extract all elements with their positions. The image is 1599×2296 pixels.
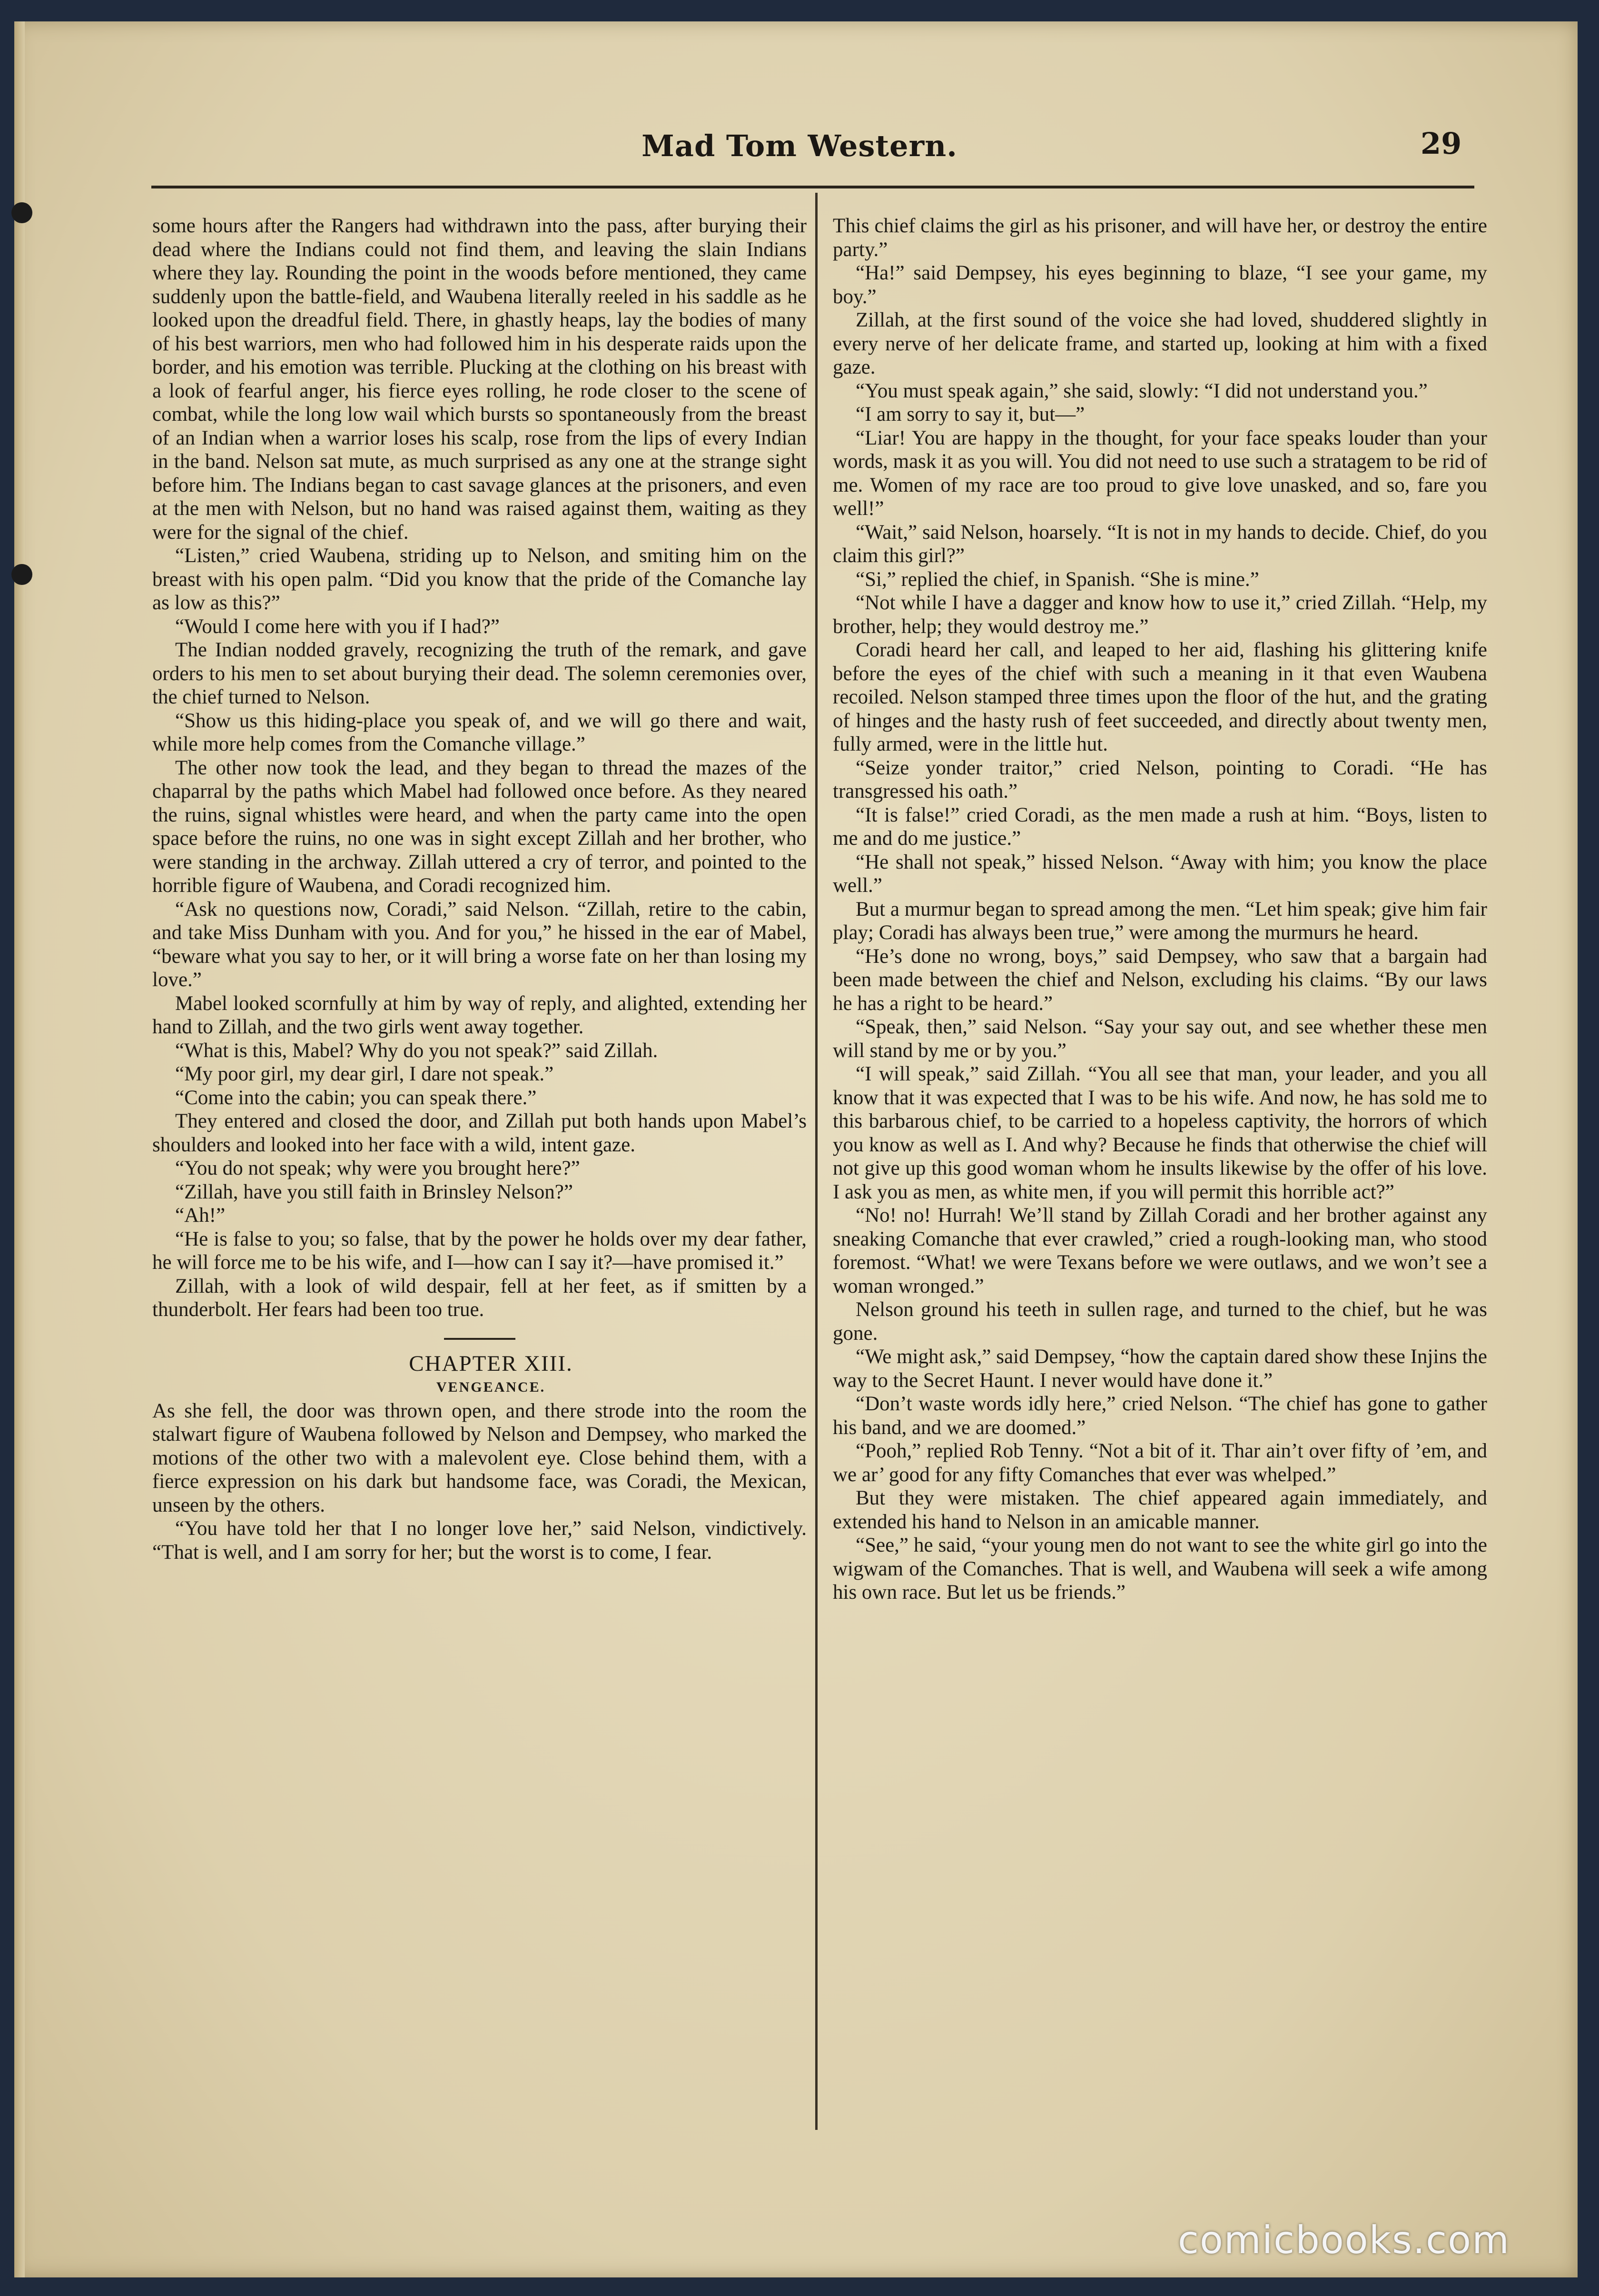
paragraph: The other now took the lead, and they began to thread the mazes of the chaparral by the paths which Mabel had followed once before. As they neared the ruins, signal whistles were heard, and when the party came into the open space before the ruins, no one was in sight except Zillah and her brother, who were standing in the archway. Zillah uttered a cry of terror, and pointed to the horrible figure of Waubena, and Coradi recognized him. bbox=[152, 756, 807, 897]
paragraph: “He shall not speak,” hissed Nelson. “Away with him; you know the place well.” bbox=[833, 851, 1487, 897]
watermark-logo: comicbooks.com bbox=[1178, 2218, 1510, 2262]
paragraph: “Pooh,” replied Rob Tenny. “Not a bit of it. Thar ain’t over fifty of ’em, and we ar’ good for any fifty Comanches that ever was whelped.” bbox=[833, 1440, 1487, 1486]
chapter-break-rule bbox=[444, 1338, 515, 1340]
paragraph: “Not while I have a dagger and know how to use it,” cried Zillah. “Help, my brother, help; they would destroy me.” bbox=[833, 592, 1487, 638]
paragraph: “He’s done no wrong, boys,” said Dempsey, who saw that a bargain had been made between the chief and Nelson, excluding his claims. “By our laws he has a right to be heard.” bbox=[833, 945, 1487, 1015]
paragraph: “Show us this hiding-place you speak of, and we will go there and wait, while more help comes from the Comanche village.” bbox=[152, 709, 807, 755]
paragraph: “Ha!” said Dempsey, his eyes beginning to blaze, “I see your game, my boy.” bbox=[833, 262, 1487, 308]
chapter-paragraphs bbox=[152, 1399, 807, 1564]
header-rule bbox=[151, 186, 1474, 188]
paragraph: “My poor girl, my dear girl, I dare not speak.” bbox=[175, 1063, 554, 1085]
right-column bbox=[833, 214, 1487, 1604]
paragraph: But they were mistaken. The chief appeared again immediately, and extended his hand to Nelson in an amicable manner. bbox=[833, 1487, 1487, 1533]
paragraph: “I am sorry to say it, but—” bbox=[856, 403, 1085, 426]
chapter-subtitle: VENGEANCE. bbox=[436, 1379, 546, 1395]
paragraph: “You have told her that I no longer love her,” said Nelson, vindictively. “That is well, and I am sorry for her; but the worst is to come, I fear. bbox=[152, 1517, 807, 1564]
paragraph: “No! no! Hurrah! We’ll stand by Zillah Coradi and her brother against any sneaking Comanche that ever crawled,” cried a rough-looking man, who stood foremost. “What! we were Texans before we were outlaws, and we won’t see a woman wronged.” bbox=[833, 1204, 1487, 1297]
page-spine bbox=[14, 21, 25, 2277]
paragraph: “Wait,” said Nelson, hoarsely. “It is not in my hands to decide. Chief, do you claim this girl?” bbox=[833, 521, 1487, 567]
paragraph: “You must speak again,” she said, slowly: “I did not understand you.” bbox=[856, 379, 1428, 402]
binding-hole-middle bbox=[11, 564, 32, 585]
paragraph: “Ah!” bbox=[175, 1204, 226, 1227]
paragraph: “I will speak,” said Zillah. “You all see that man, your leader, and you all know that it was expected that I was to be his wife. And now, he has sold me to this barbarous chief, to be carried to a hopeless captivity, the horrors of which you know as well as I. And why? Because he finds that otherwise the chief will not give up this good woman whom he insults likewise by the offer of his love. I ask you as men, as white men, if you will permit this horrible act?” bbox=[833, 1063, 1487, 1203]
paragraph: “Don’t waste words idly here,” cried Nelson. “The chief has gone to gather his band, and we are doomed.” bbox=[833, 1393, 1487, 1439]
right-column-paragraphs bbox=[833, 214, 1487, 1604]
column-divider bbox=[815, 193, 818, 2130]
left-column bbox=[152, 214, 807, 1564]
binding-hole-top bbox=[11, 202, 32, 223]
paragraph: “Ask no questions now, Coradi,” said Nelson. “Zillah, retire to the cabin, and take Miss Dunham with you. And for you,” he hissed in the ear of Mabel, “beware what you say to her, or it will bring a worse fate on her than losing my love.” bbox=[152, 898, 807, 991]
paragraph: some hours after the Rangers had withdrawn into the pass, after burying their dead where the Indians could not find them, and leaving the slain Indians where they lay. Rounding the point in the woods before mentioned, they came suddenly upon the battle-field, and Waubena literally reeled in his saddle as he looked upon the dreadful field. There, in ghastly heaps, lay the bodies of many of his best warriors, men who had followed him in his desperate raids upon the border, and his emotion was terrible. Plucking at the clothing on his breast with a look of fearful anger, his fierce eyes rolling, he rode closer to the scene of combat, while the long low wail which bursts so spontaneously from the breast of an Indian when a warrior loses his scalp, rose from the lips of every Indian in the band. Nelson sat mute, as much surprised as any one at the strange sight before him. The Indians began to cast savage glances at the prisoners, and even at the men with Nelson, but no hand was raised against them, waiting as they were for the signal of the chief. bbox=[152, 215, 807, 544]
paragraph: “Speak, then,” said Nelson. “Say your say out, and see whether these men will stand by me or by you.” bbox=[833, 1016, 1487, 1062]
paragraph: “We might ask,” said Dempsey, “how the captain dared show these Injins the way to the Secret Haunt. I never would have done it.” bbox=[833, 1346, 1487, 1392]
paragraph: “Liar! You are happy in the thought, for your face speaks louder than your words, mask it as you will. You did not need to use such a stratagem to be rid of me. Women of my race are too proud to give love unasked, and so, fare you well!” bbox=[833, 426, 1487, 520]
paragraph: “See,” he said, “your young men do not want to see the white girl go into the wigwam of the Comanches. That is well, and Waubena will seek a wife among his own race. But let us be friends.” bbox=[833, 1534, 1487, 1603]
paragraph: Mabel looked scornfully at him by way of reply, and alighted, extending her hand to Zillah, and the two girls went away together. bbox=[152, 992, 807, 1038]
paragraph: Zillah, at the first sound of the voice she had loved, shuddered slightly in every nerve of her delicate frame, and started up, looking at him with a fixed gaze. bbox=[833, 309, 1487, 378]
paragraph: “What is this, Mabel? Why do you not speak?” said Zillah. bbox=[175, 1039, 658, 1062]
paragraph: “Come into the cabin; you can speak there.” bbox=[175, 1086, 537, 1109]
paragraph: As she fell, the door was thrown open, and there strode into the room the stalwart figure of Waubena followed by Nelson and Dempsey, who marked the motions of the other two with a malevolent eye. Close behind them, with a fierce expression on his dark but handsome face, was Coradi, the Mexican, unseen by the others. bbox=[152, 1399, 807, 1516]
paragraph: “He is false to you; so false, that by the power he holds over my dear father, he will force me to be his wife, and I—how can I say it?—have promised it.” bbox=[152, 1227, 807, 1274]
paragraph: This chief claims the girl as his prisoner, and will have her, or destroy the entire party.” bbox=[833, 215, 1487, 261]
paragraph: Coradi heard her call, and leaped to her aid, flashing his glittering knife before the eyes of the chief with such a meaning in it that even Waubena recoiled. Nelson stamped three times upon the floor of the hut, and the grating of hinges and the hasty rush of feet succeeded, and directly about twenty men, fully armed, were in the little hut. bbox=[833, 639, 1487, 755]
paragraph: The Indian nodded gravely, recognizing the truth of the remark, and gave orders to his men to set about burying their dead. The solemn ceremonies over, the chief turned to Nelson. bbox=[152, 639, 807, 708]
paragraph: “Would I come here with you if I had?” bbox=[175, 615, 500, 638]
left-column-paragraphs bbox=[152, 214, 807, 1322]
paragraph: “Listen,” cried Waubena, striding up to Nelson, and smiting him on the breast with his open palm. “Did you know that the pride of the Comanche lay as low as this?” bbox=[152, 544, 807, 614]
paragraph: “It is false!” cried Coradi, as the men made a rush at him. “Boys, listen to me and do me justice.” bbox=[833, 803, 1487, 850]
chapter-heading: CHAPTER XIII. bbox=[409, 1351, 573, 1376]
running-header-title: Mad Tom Western. bbox=[642, 129, 957, 163]
page-number: 29 bbox=[1421, 126, 1462, 161]
paragraph: “Seize yonder traitor,” cried Nelson, pointing to Coradi. “He has transgressed his oath.” bbox=[833, 756, 1487, 802]
paragraph: Zillah, with a look of wild despair, fell at her feet, as if smitten by a thunderbolt. Her fears had been too true. bbox=[152, 1275, 807, 1321]
paragraph: “Si,” replied the chief, in Spanish. “She is mine.” bbox=[856, 568, 1259, 591]
paragraph: But a murmur began to spread among the men. “Let him speak; give him fair play; Coradi has always been true,” were among the murmurs he heard. bbox=[833, 898, 1487, 944]
paragraph: “Zillah, have you still faith in Brinsley Nelson?” bbox=[175, 1180, 573, 1203]
paragraph: Nelson ground his teeth in sullen rage, and turned to the chief, but he was gone. bbox=[833, 1298, 1487, 1345]
paragraph: They entered and closed the door, and Zillah put both hands upon Mabel’s shoulders and looked into her face with a wild, intent gaze. bbox=[152, 1110, 807, 1156]
paragraph: “You do not speak; why were you brought here?” bbox=[175, 1157, 580, 1179]
